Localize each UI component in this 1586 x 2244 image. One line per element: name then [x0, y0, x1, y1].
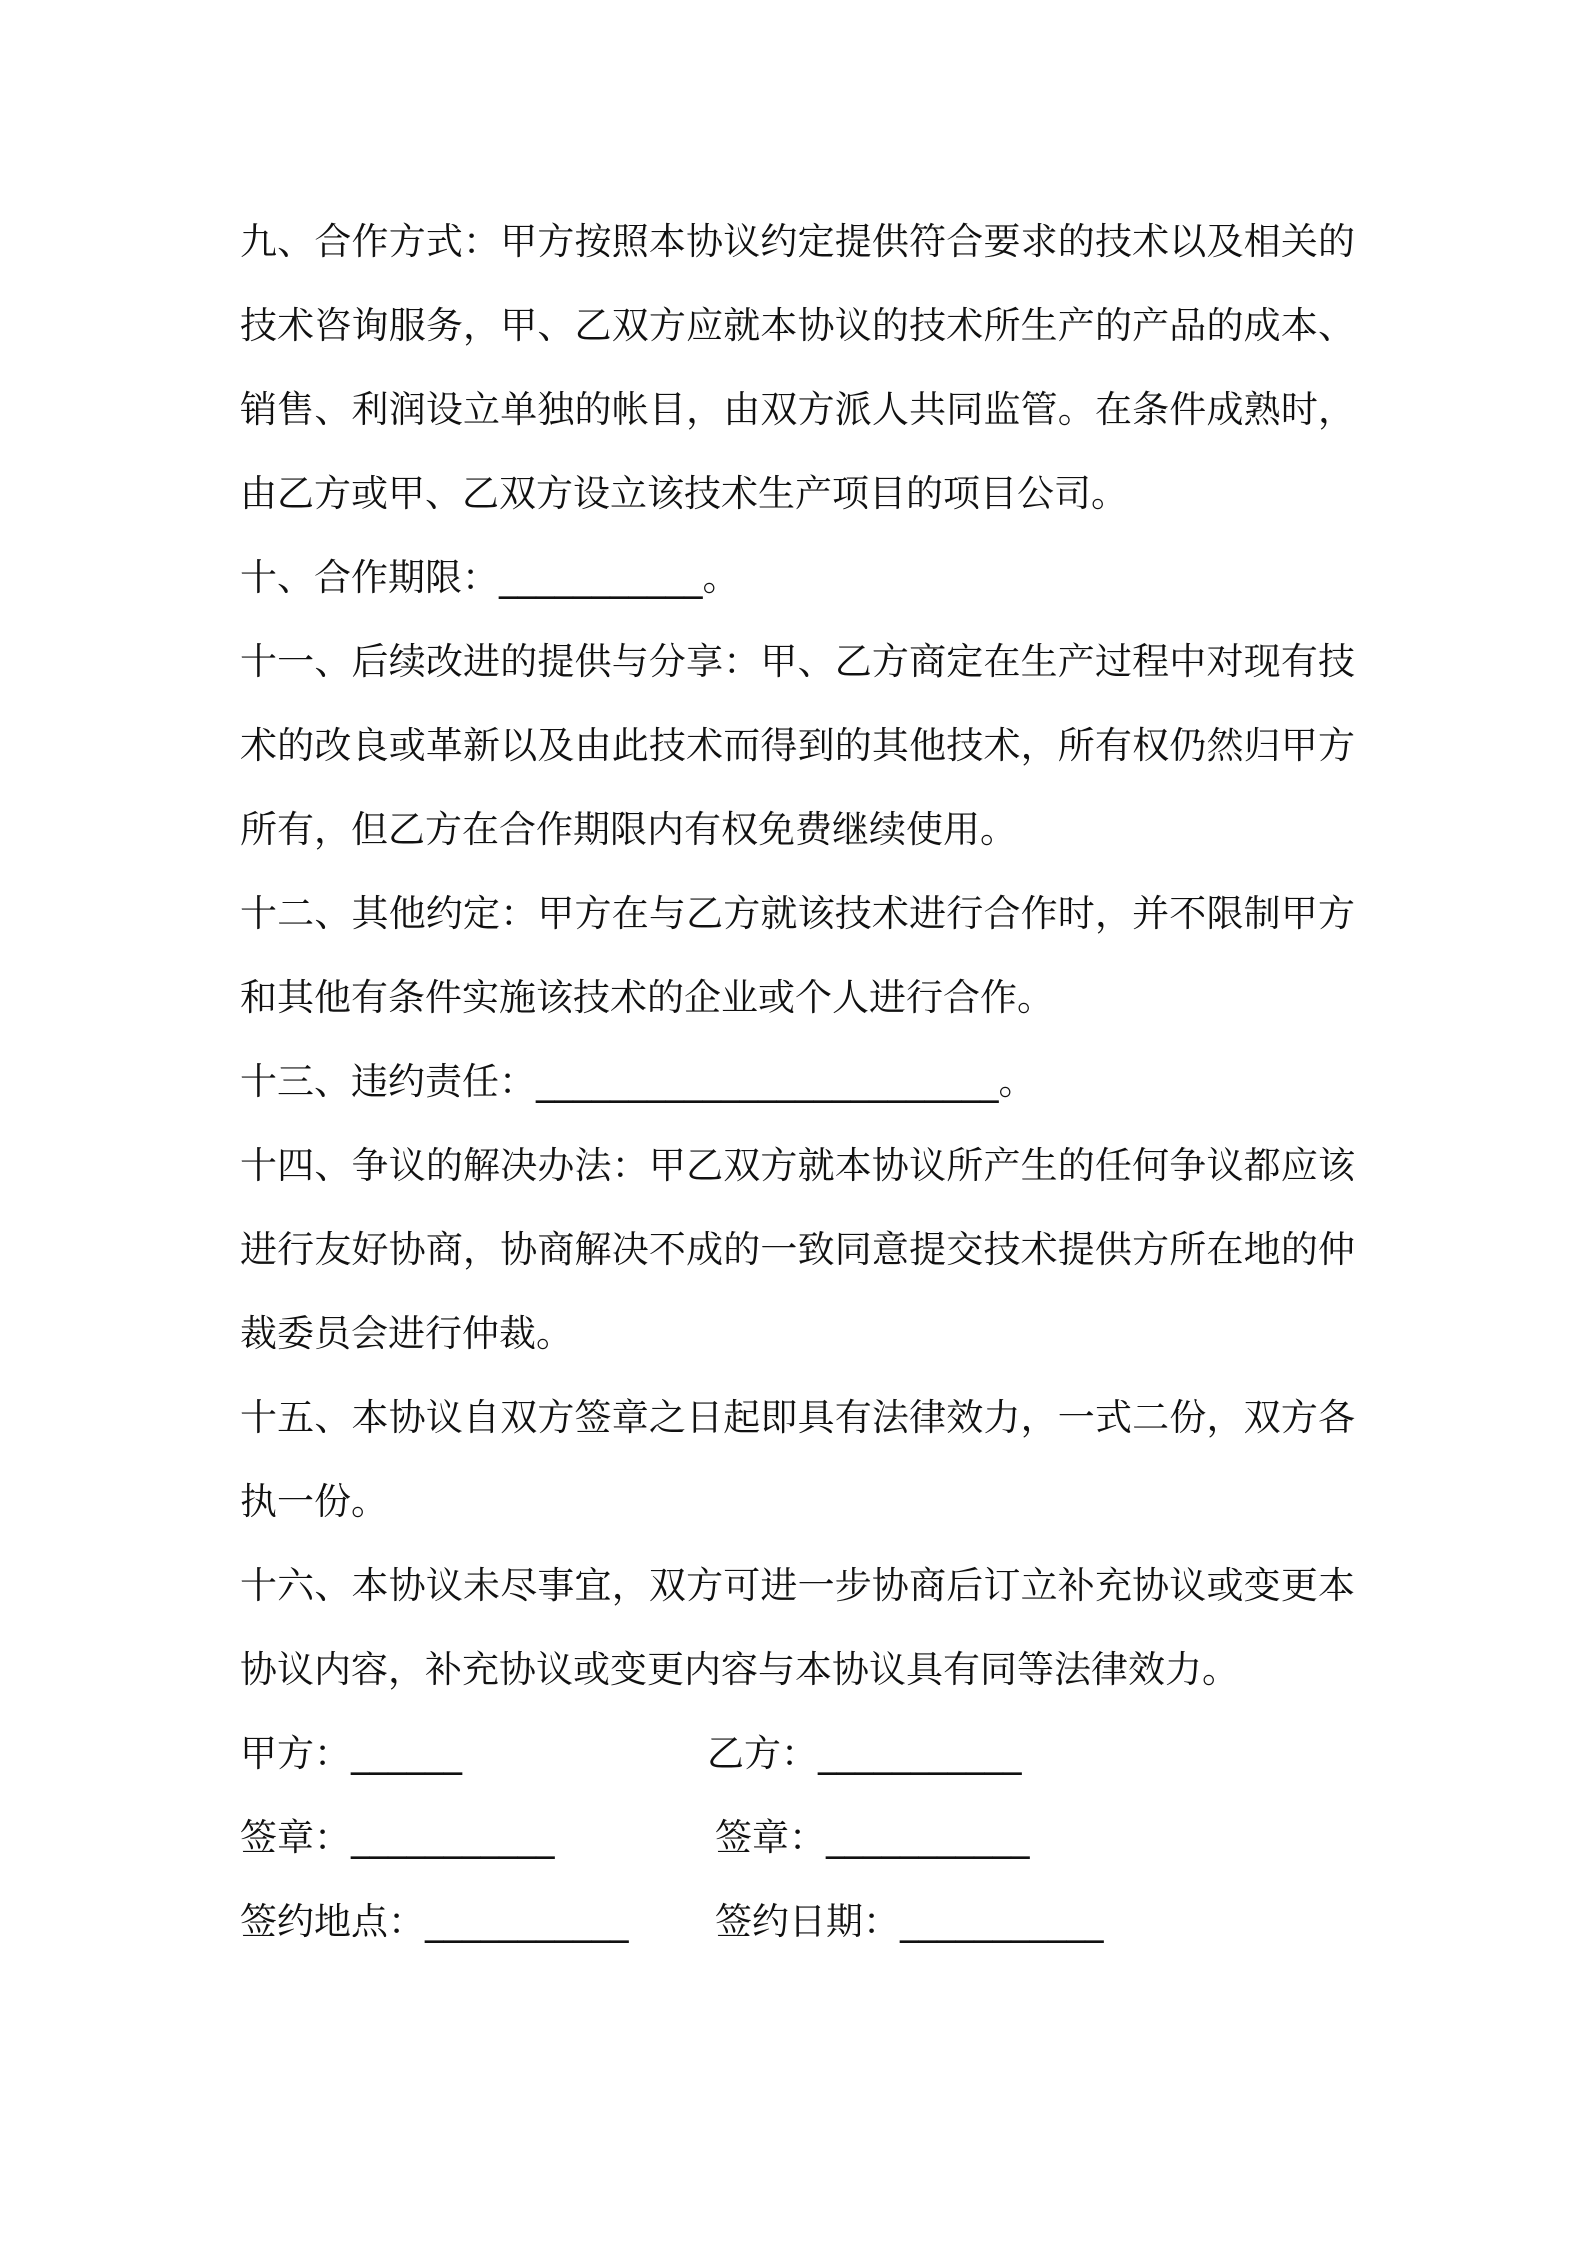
clause-9: 九、合作方式：甲方按照本协议约定提供符合要求的技术以及相关的技术咨询服务，甲、乙双方应就本协议的技术所生产的产品的成本、销售、利润设立单独的帐目，由双方派人共同监管。在条件成熟时，由乙方或甲、乙双方设立该技术生产项目的项目公司。 [240, 220, 1355, 515]
signature-row-place-date [240, 1880, 1355, 1964]
clause-10: 十、合作期限：___________。 [240, 556, 740, 599]
clause-14: 十四、争议的解决办法：甲乙双方就本协议所产生的任何争议都应该进行友好协商，协商解决不成的一致同意提交技术提供方所在地的仲裁委员会进行仲裁。 [240, 1144, 1355, 1355]
clause-16: 十六、本协议未尽事宜，双方可进一步协商后订立补充协议或变更本协议内容，补充协议或变更内容与本协议具有同等法律效力。 [240, 1564, 1355, 1691]
clause-13: 十三、违约责任：_________________________。 [240, 1060, 1036, 1103]
party-a-field: 甲方：______ [240, 1732, 462, 1775]
clause-11: 十一、后续改进的提供与分享：甲、乙方商定在生产过程中对现有技术的改良或革新以及由此技术而得到的其他技术，所有权仍然归甲方所有，但乙方在合作期限内有权免费继续使用。 [240, 640, 1355, 851]
signature-row-seals [240, 1796, 1355, 1880]
clause-15: 十五、本协议自双方签章之日起即具有法律效力，一式二份，双方各执一份。 [240, 1396, 1355, 1523]
party-b-field: 乙方：___________ [707, 1732, 1022, 1775]
seal-a-field: 签章：___________ [240, 1816, 555, 1859]
contract-page [240, 200, 1355, 1964]
seal-b-field: 签章：___________ [715, 1816, 1030, 1859]
signing-place-field: 签约地点：___________ [240, 1900, 629, 1943]
signing-date-field: 签约日期：___________ [715, 1900, 1104, 1943]
signature-row-parties [240, 1712, 1355, 1796]
clause-12: 十二、其他约定：甲方在与乙方就该技术进行合作时，并不限制甲方和其他有条件实施该技术的企业或个人进行合作。 [240, 892, 1355, 1019]
